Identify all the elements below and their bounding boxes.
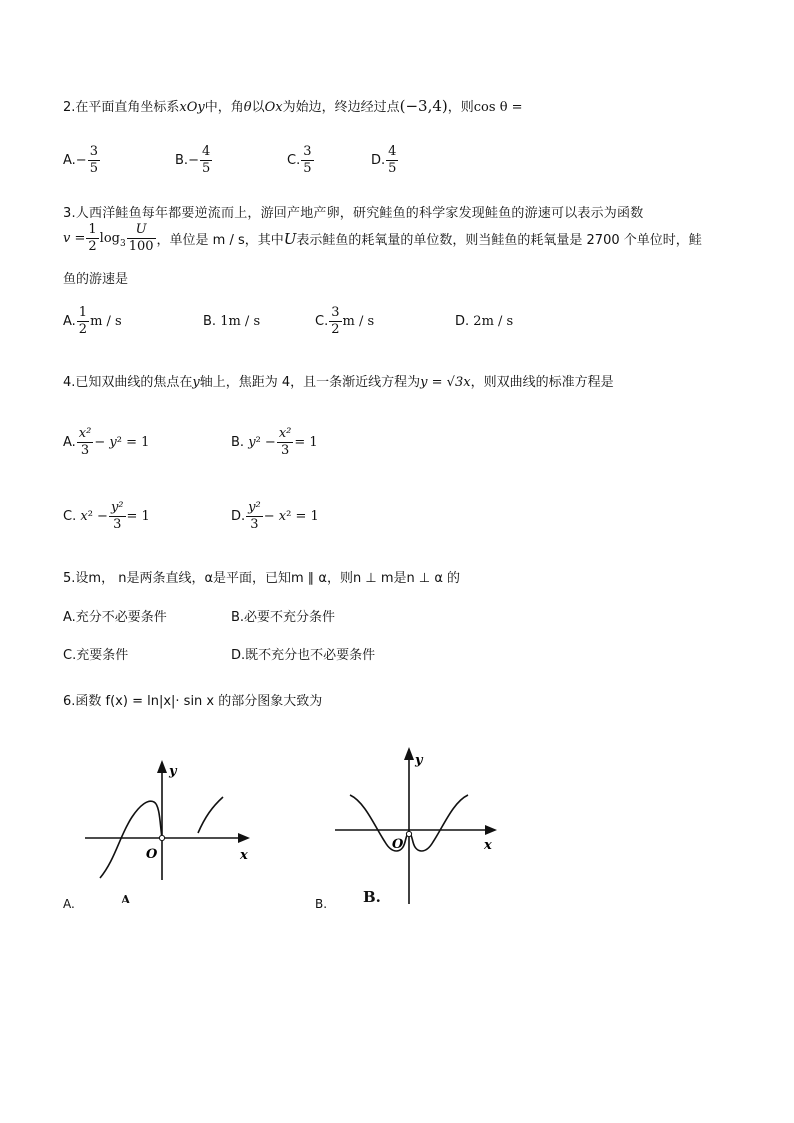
fraction-u: $\frac{U}{100}$ <box>128 222 154 254</box>
graph-a[interactable] <box>80 755 260 885</box>
q3-option-d[interactable]: D. 2m / s <box>455 314 514 329</box>
origin-label: O <box>146 847 158 862</box>
curve-left <box>100 801 162 878</box>
origin-label: O <box>392 837 404 852</box>
q2-option-d[interactable]: D. $\frac{4}{5}$ <box>371 144 397 176</box>
y-axis-arrow-icon <box>157 760 167 773</box>
q5-option-a[interactable]: A.充分不必要条件 <box>63 610 167 625</box>
graph-b-caption: B. <box>363 888 381 906</box>
fraction: $\frac{4}{5}$ <box>388 144 397 176</box>
x-axis-arrow-icon <box>238 833 250 843</box>
fraction: $\frac{\text{y²}}{3}$ <box>248 500 261 532</box>
q2-option-b[interactable]: B. − $\frac{4}{5}$ <box>175 144 211 176</box>
fraction: $\frac{\text{x²}}{3}$ <box>278 426 292 458</box>
q3-stem-line3: 鱼的游速是 <box>63 272 129 287</box>
q2-option-c[interactable]: C. $\frac{3}{5}$ <box>287 144 312 176</box>
y-axis-label: y <box>415 753 423 768</box>
origin-hole <box>159 835 164 840</box>
fraction: $\frac{1}{2}$ <box>78 305 88 337</box>
q6-stem: 6.函数 f(x) = ln|x|· sin x 的部分图象大致为 <box>63 694 323 709</box>
fraction: $\frac{\text{y²}}{3}$ <box>110 500 124 532</box>
q4-option-b[interactable]: B. y ² − $\frac{\text{x²}}{3}$ = 1 <box>231 426 318 458</box>
q3-stem-line2: v = $\frac{1}{2}$ log $_3$ $\frac{U}{100}$ ，单位是 m / s，其中 U 表示鲑鱼的耗氧量的单位数，则当鲑鱼的耗氧量是 2700 个单位时，鲑 <box>63 222 702 254</box>
q3-option-b[interactable]: B. 1m / s <box>203 314 261 329</box>
graph-b-label: B. <box>315 897 328 911</box>
x-axis-label: x <box>240 848 248 863</box>
graph-b[interactable] <box>330 742 510 907</box>
fraction: $\frac{4}{5}$ <box>201 144 211 176</box>
q5-option-c[interactable]: C.充要条件 <box>63 648 129 663</box>
fraction: $\frac{\text{x²}}{3}$ <box>78 426 92 458</box>
q5-option-d[interactable]: D.既不充分也不必要条件 <box>231 648 376 663</box>
origin-hole <box>406 831 411 836</box>
q3-stem-line1: 3.人西洋鲑鱼每年都要逆流而上，游回产地产卵，研究鲑鱼的科学家发现鲑鱼的游速可以表示为函数 <box>63 206 644 221</box>
y-axis-arrow-icon <box>404 747 414 760</box>
q5-option-b[interactable]: B.必要不充分条件 <box>231 610 336 625</box>
q2-stem: 2.在平面直角坐标系xOy中，角θ以Ox为始边，终边经过点(−3,4)，则cos θ = <box>63 97 523 115</box>
fraction: $\frac{3}{5}$ <box>89 144 98 176</box>
fraction-half: $\frac{1}{2}$ <box>88 222 97 254</box>
x-axis-arrow-icon <box>485 825 497 835</box>
fraction: $\frac{3}{5}$ <box>303 144 312 176</box>
fraction: $\frac{3}{2}$ <box>331 305 340 337</box>
q4-option-d[interactable]: D. $\frac{\text{y²}}{3}$ − x ² = 1 <box>231 500 319 532</box>
graph-a-caption: A <box>121 893 131 903</box>
q3-option-c[interactable]: C. $\frac{3}{2}$ m / s <box>315 305 375 337</box>
q2-option-a[interactable]: A. − $\frac{3}{5}$ <box>63 144 98 176</box>
x-axis-label: x <box>484 838 492 853</box>
curve-right <box>198 797 223 833</box>
q4-option-c[interactable]: C. x ² − $\frac{\text{y²}}{3}$ = 1 <box>63 500 150 532</box>
q3-option-a[interactable]: A. $\frac{1}{2}$ m / s <box>63 305 122 337</box>
q5-stem: 5.设m， n是两条直线，α是平面，已知m ∥ α，则n ⊥ m是n ⊥ α 的 <box>63 571 461 586</box>
q4-stem: 4.已知双曲线的焦点在y轴上，焦距为 4，且一条渐近线方程为y = √3x，则双曲线的标准方程是 <box>63 375 614 390</box>
q4-option-a[interactable]: A. $\frac{\text{x²}}{3}$ − y ² = 1 <box>63 426 150 458</box>
graph-a-label: A. <box>63 897 75 911</box>
y-axis-label: y <box>169 764 177 779</box>
